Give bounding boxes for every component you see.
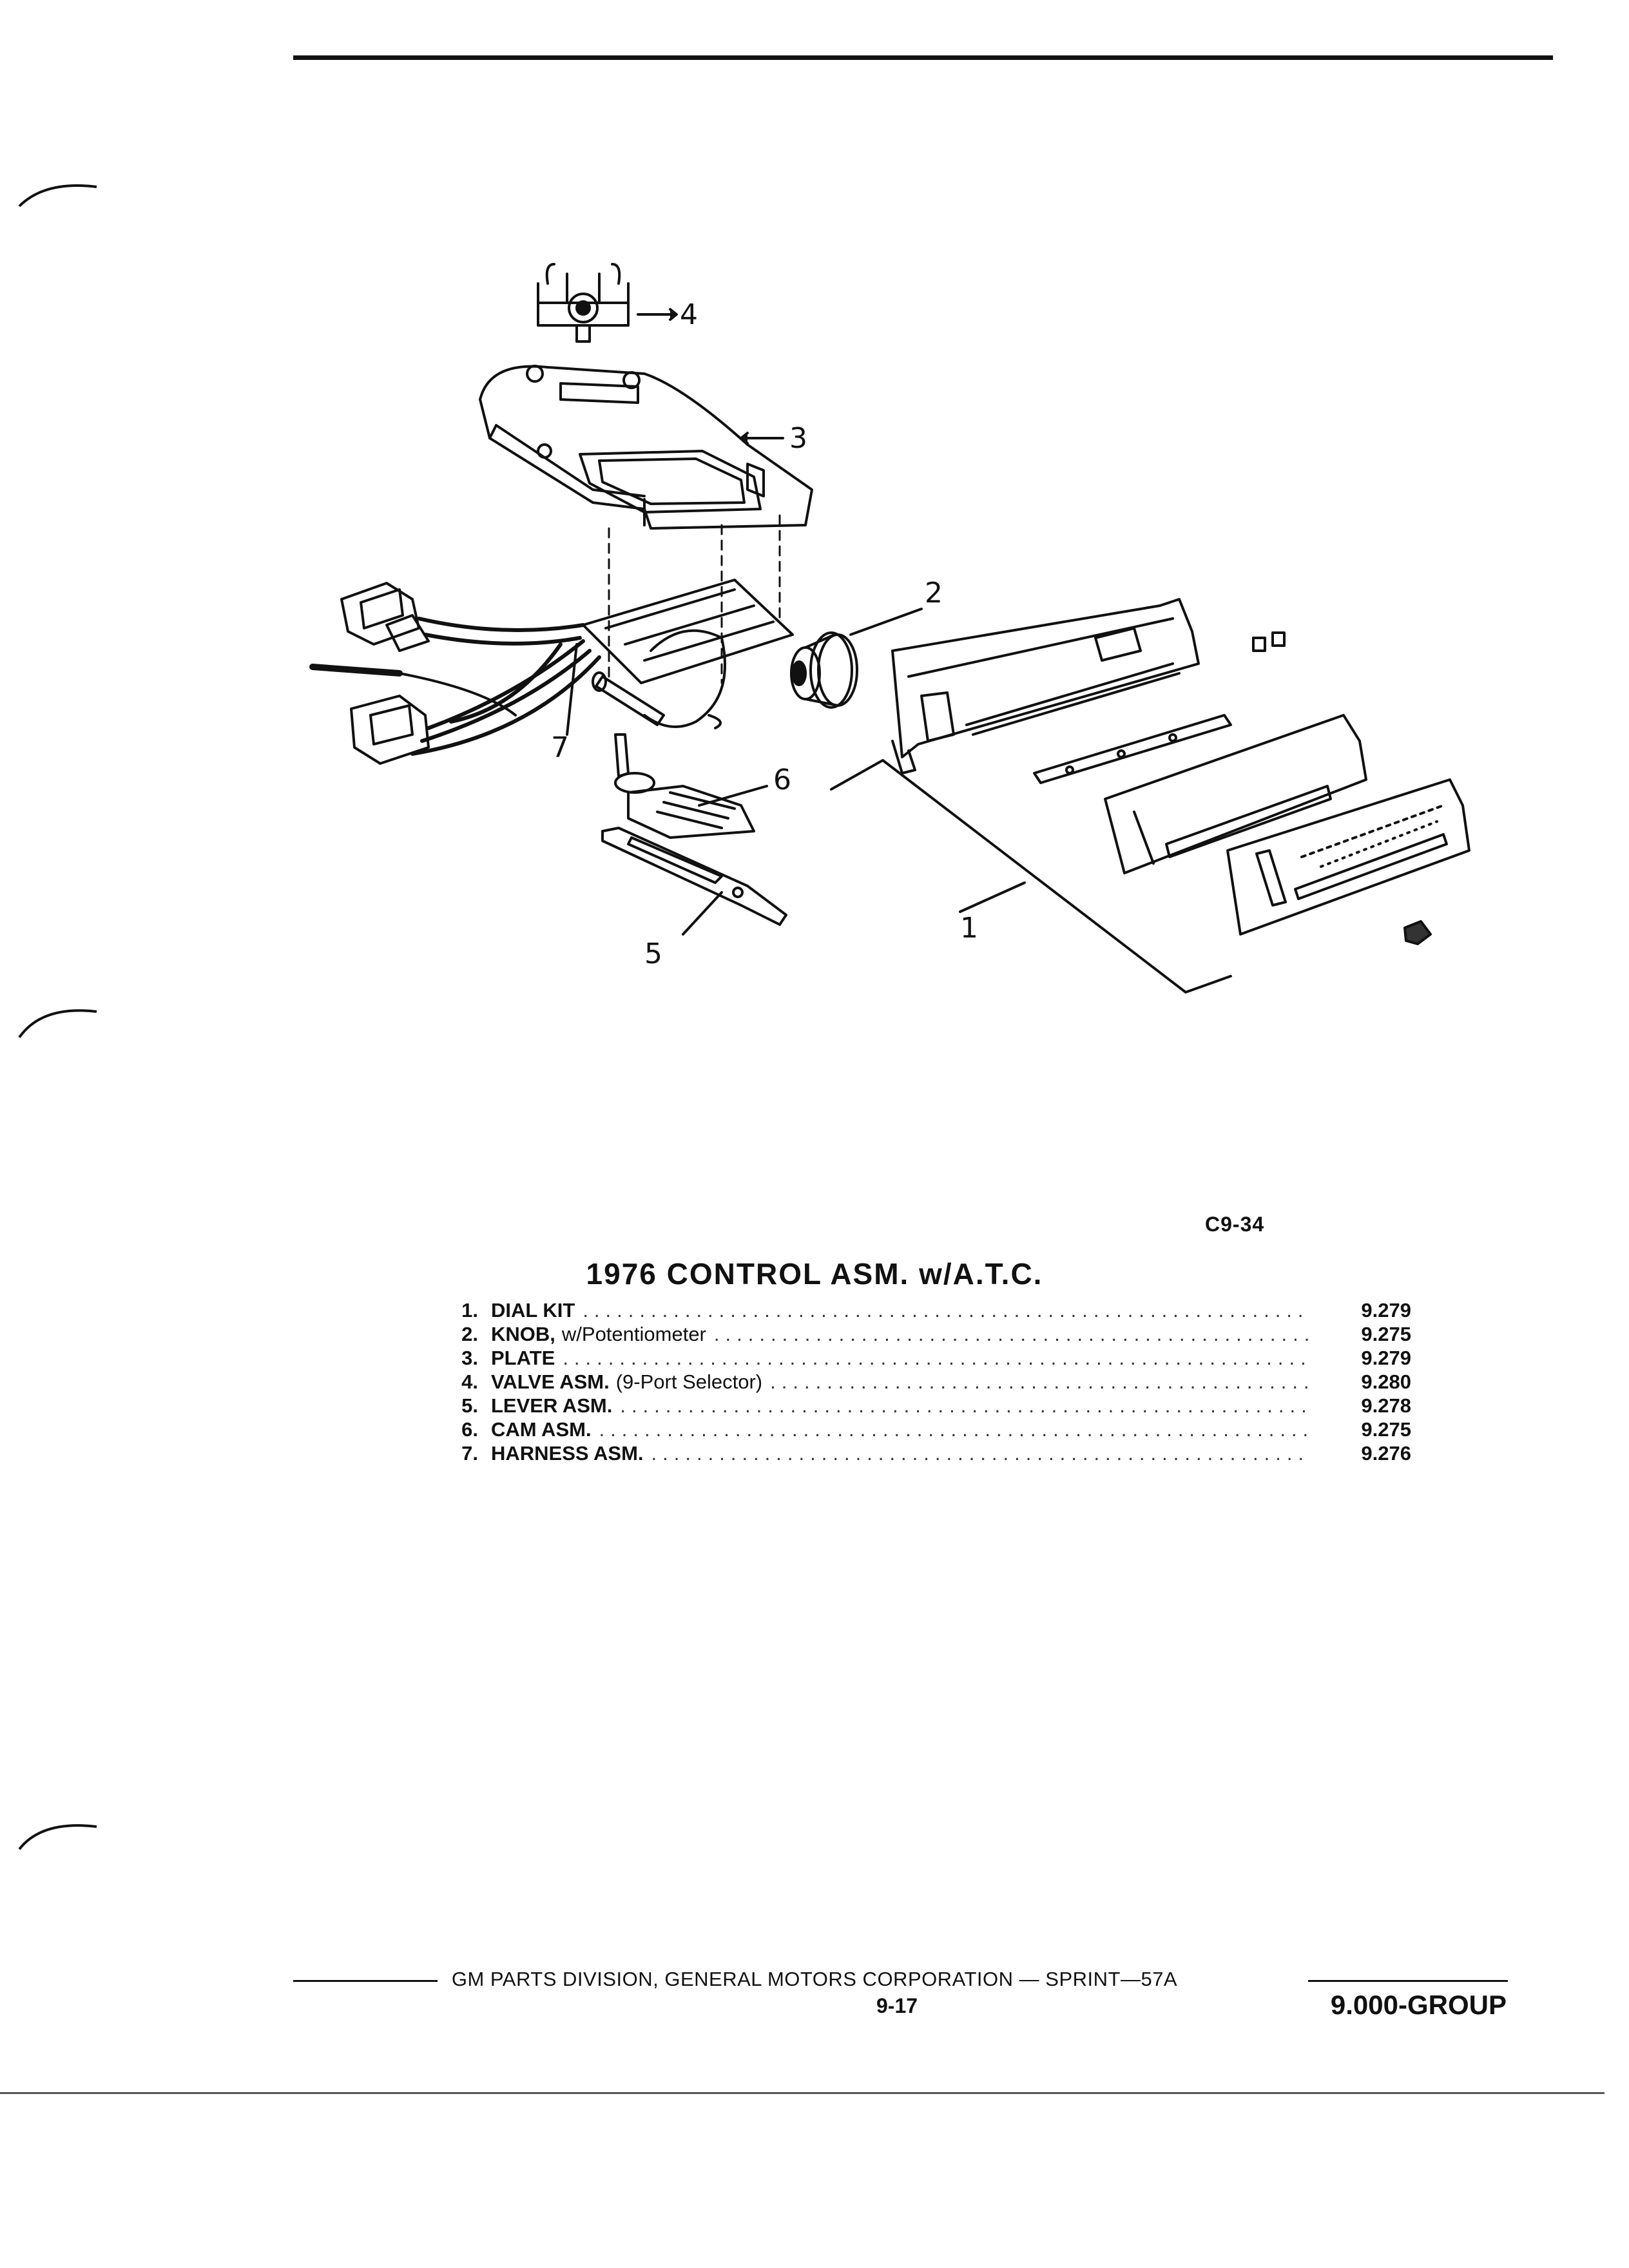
list-item (438, 1323, 1411, 1347)
leader-2 (851, 609, 921, 635)
callout-2: 2 (925, 577, 943, 610)
publisher-line (0, 1968, 1629, 1991)
leader-7 (567, 644, 577, 735)
item-number: 3. (461, 1347, 478, 1369)
group-number: 9.276 (1361, 1442, 1411, 1465)
group-number: 9.280 (1361, 1370, 1411, 1393)
leader-5 (683, 892, 722, 934)
leader-dots (620, 1394, 1308, 1418)
plate-drawing (480, 366, 812, 528)
bracket-1 (831, 760, 1231, 992)
item-name: DIAL KIT (491, 1299, 575, 1321)
page-number: 9-17 (876, 1994, 918, 2017)
dial-kit-housing-drawing (892, 599, 1199, 773)
leader-1 (960, 883, 1025, 912)
item-name: CAM ASM. (491, 1418, 592, 1441)
item-name: VALVE ASM. (491, 1370, 610, 1393)
group-number: 9.275 (1361, 1418, 1411, 1441)
group-number: 9.279 (1361, 1299, 1411, 1321)
item-name: PLATE (491, 1347, 555, 1369)
list-item (438, 1418, 1411, 1442)
callout-1: 1 (960, 912, 978, 945)
callout-6: 6 (773, 764, 791, 796)
leader-dots (651, 1442, 1308, 1465)
bottom-edge-rule (0, 2092, 1605, 2094)
parts-list (438, 1299, 1411, 1466)
item-number: 1. (461, 1299, 478, 1321)
punch-hole-mark-bottom (13, 1804, 103, 1856)
leader-dots (583, 1299, 1308, 1322)
lever-drawing (602, 828, 786, 925)
list-item (438, 1370, 1411, 1394)
group-number: 9.275 (1361, 1323, 1411, 1345)
group-label: 9.000-GROUP (1330, 1990, 1507, 2020)
figure-code: C9-34 (1205, 1213, 1265, 1236)
callout-4: 4 (680, 298, 698, 331)
item-description: (9-Port Selector) (615, 1370, 763, 1393)
small-knob-drawing (1253, 638, 1265, 651)
list-item (438, 1442, 1411, 1466)
item-description: w/Potentiometer (561, 1323, 706, 1345)
item-number: 5. (461, 1394, 478, 1417)
item-number: 7. (461, 1442, 478, 1465)
list-item (438, 1347, 1411, 1370)
leader-dots (599, 1418, 1308, 1441)
callout-3: 3 (789, 422, 807, 455)
list-item (438, 1299, 1411, 1323)
group-number: 9.279 (1361, 1347, 1411, 1369)
leader-dots (714, 1323, 1308, 1346)
circuit-board-drawing (583, 580, 793, 728)
callout-7: 7 (551, 731, 569, 764)
item-number: 4. (461, 1370, 478, 1393)
item-name: HARNESS ASM. (491, 1442, 644, 1465)
group-number: 9.278 (1361, 1394, 1411, 1417)
knob-potentiometer-drawing (791, 633, 857, 707)
leader-dots (770, 1370, 1308, 1394)
item-name: LEVER ASM. (491, 1394, 613, 1417)
publisher-text: GM PARTS DIVISION, GENERAL MOTORS CORPORATION — SPRINT—57A (438, 1968, 1191, 1990)
callout-5: 5 (644, 937, 662, 970)
valve-assembly-drawing (538, 264, 628, 341)
list-item (438, 1394, 1411, 1418)
item-number: 6. (461, 1418, 478, 1441)
item-number: 2. (461, 1323, 478, 1345)
dial-strip-drawing (1034, 715, 1231, 783)
leader-dots (563, 1347, 1308, 1370)
dial-face-drawing (1228, 780, 1469, 934)
page-title: 1976 CONTROL ASM. w/A.T.C. (586, 1257, 1043, 1291)
item-name: KNOB, (491, 1323, 555, 1345)
cam-drawing (615, 735, 754, 838)
